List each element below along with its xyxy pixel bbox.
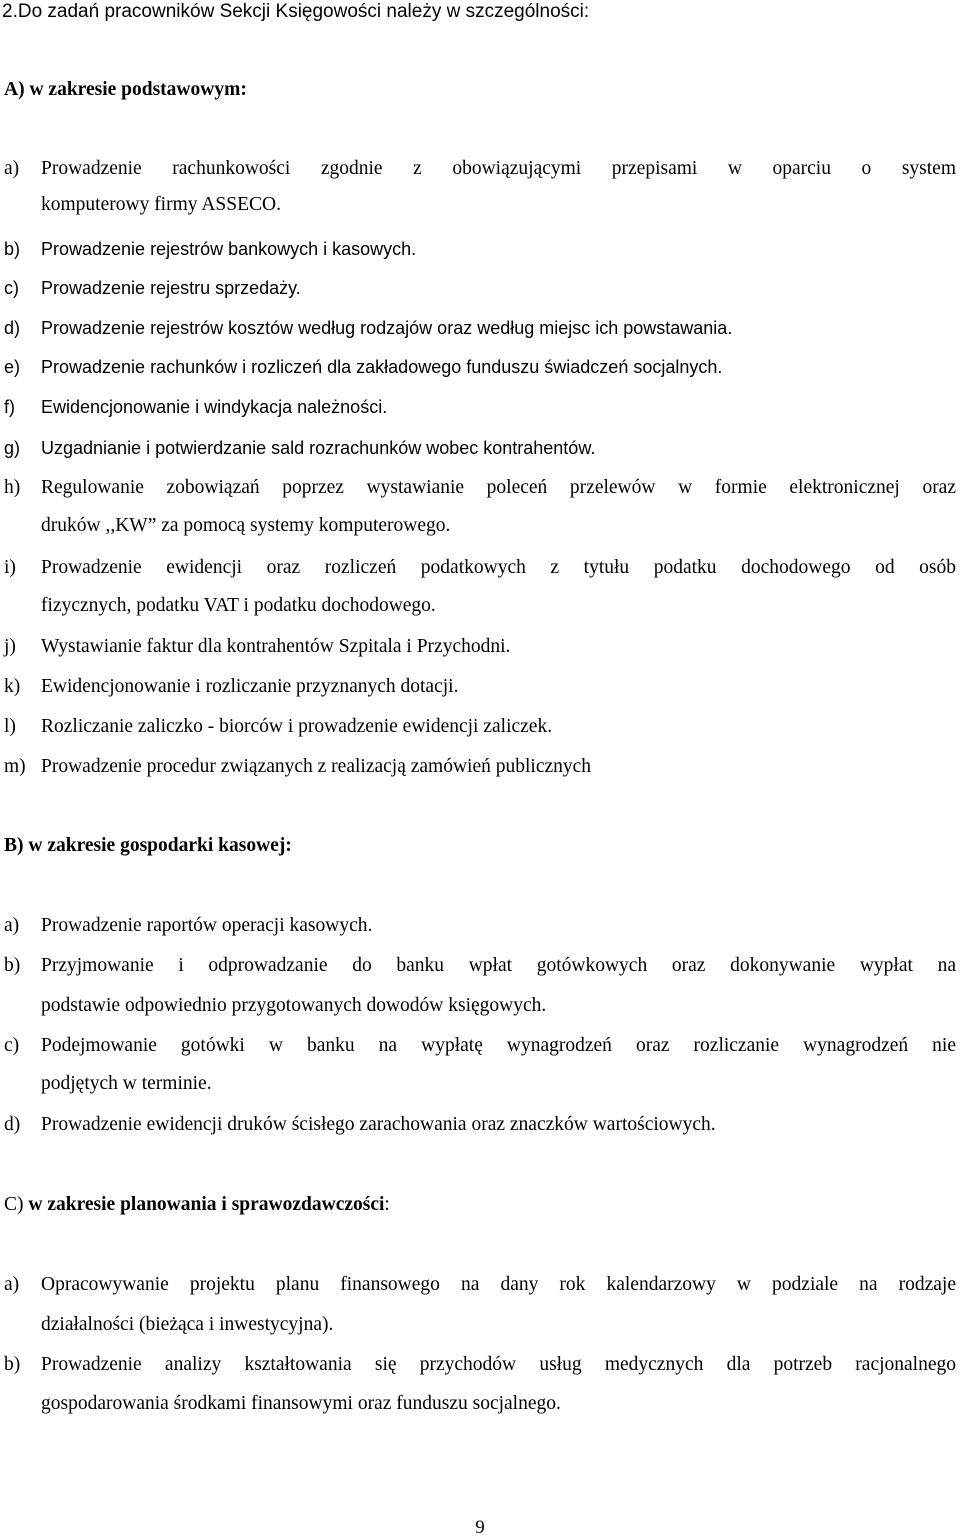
list-item-letter: b) <box>4 239 21 259</box>
list-item-letter: m) <box>4 756 26 777</box>
list-item-text: Prowadzenie ewidencji oraz rozliczeń podatkowych z tytułu podatku dochodowego od osób <box>41 557 956 578</box>
list-item-letter: l) <box>4 716 16 737</box>
list-item-text: podjętych w terminie. <box>41 1073 212 1094</box>
list-item-text: Prowadzenie rejestrów bankowych i kasowych. <box>41 239 417 259</box>
list-item-letter: j) <box>4 636 16 657</box>
list-item-text: Prowadzenie analizy kształtowania się przychodów usług medycznych dla potrzeb racjonalnego <box>41 1354 956 1375</box>
list-item-letter: f) <box>4 397 15 417</box>
list-item-letter: d) <box>4 318 21 338</box>
section-a-title: A) w zakresie podstawowym: <box>4 79 247 100</box>
list-item-text: Prowadzenie rejestru sprzedaży. <box>41 278 301 298</box>
list-item-text: gospodarowania środkami finansowymi oraz funduszu socjalnego. <box>41 1393 561 1414</box>
list-item-text: Rozliczanie zaliczko - biorców i prowadzenie ewidencji zaliczek. <box>41 716 553 737</box>
document-heading: 2.Do zadań pracowników Sekcji Księgowości należy w szczególności: <box>2 1 590 22</box>
list-item-text: Podejmowanie gotówki w banku na wypłatę wynagrodzeń oraz rozliczanie wynagrodzeń nie <box>41 1035 956 1056</box>
list-item-text: Prowadzenie ewidencji druków ścisłego zarachowania oraz znaczków wartościowych. <box>41 1114 716 1135</box>
list-item-text: Ewidencjonowanie i windykacja należności. <box>41 397 388 417</box>
list-item-text: Ewidencjonowanie i rozliczanie przyznanych dotacji. <box>41 676 459 697</box>
section-b-title: B) w zakresie gospodarki kasowej: <box>4 835 292 856</box>
list-item-letter: d) <box>4 1114 21 1135</box>
list-item-letter: c) <box>4 1035 20 1056</box>
list-item-letter: c) <box>4 278 19 298</box>
list-item-letter: i) <box>4 557 16 578</box>
list-item-letter: a) <box>4 1274 20 1295</box>
list-item-text: Prowadzenie procedur związanych z realizacją zamówień publicznych <box>41 756 592 777</box>
list-item-text: Opracowywanie projektu planu finansowego na dany rok kalendarzowy w podziale na rodzaje <box>41 1274 956 1295</box>
list-item-letter: a) <box>4 158 20 179</box>
list-item-text: fizycznych, podatku VAT i podatku dochodowego. <box>41 595 436 616</box>
list-item-letter: b) <box>4 955 21 976</box>
list-item-letter: h) <box>4 477 21 498</box>
list-item-text: działalności (bieżąca i inwestycyjna). <box>41 1314 334 1335</box>
list-item-text: Prowadzenie rachunków i rozliczeń dla zakładowego funduszu świadczeń socjalnych. <box>41 357 723 377</box>
list-item-letter: k) <box>4 676 21 697</box>
list-item-letter: b) <box>4 1354 21 1375</box>
list-item-text: komputerowy firmy ASSECO. <box>41 194 281 215</box>
list-item-text: Wystawianie faktur dla kontrahentów Szpitala i Przychodni. <box>41 636 511 657</box>
list-item-text: Przyjmowanie i odprowadzanie do banku wpłat gotówkowych oraz dokonywanie wypłat na <box>41 955 956 976</box>
section-c-title: C) w zakresie planowania i sprawozdawczości: <box>4 1194 390 1215</box>
list-item-letter: a) <box>4 915 20 936</box>
list-item-text: Prowadzenie raportów operacji kasowych. <box>41 915 373 936</box>
list-item-letter: g) <box>4 438 21 458</box>
list-item-text: Prowadzenie rachunkowości zgodnie z obowiązującymi przepisami w oparciu o system <box>41 158 956 179</box>
list-item-text: Uzgadnianie i potwierdzanie sald rozrachunków wobec kontrahentów. <box>41 438 596 458</box>
list-item-text: Regulowanie zobowiązań poprzez wystawianie poleceń przelewów w formie elektronicznej oraz <box>41 477 956 498</box>
page-number: 9 <box>475 1517 485 1538</box>
list-item-text: Prowadzenie rejestrów kosztów według rodzajów oraz według miejsc ich powstawania. <box>41 318 733 338</box>
list-item-letter: e) <box>4 357 21 377</box>
list-item-text: podstawie odpowiednio przygotowanych dowodów księgowych. <box>41 995 547 1016</box>
list-item-text: druków ,,KW” za pomocą systemy komputerowego. <box>41 515 451 536</box>
